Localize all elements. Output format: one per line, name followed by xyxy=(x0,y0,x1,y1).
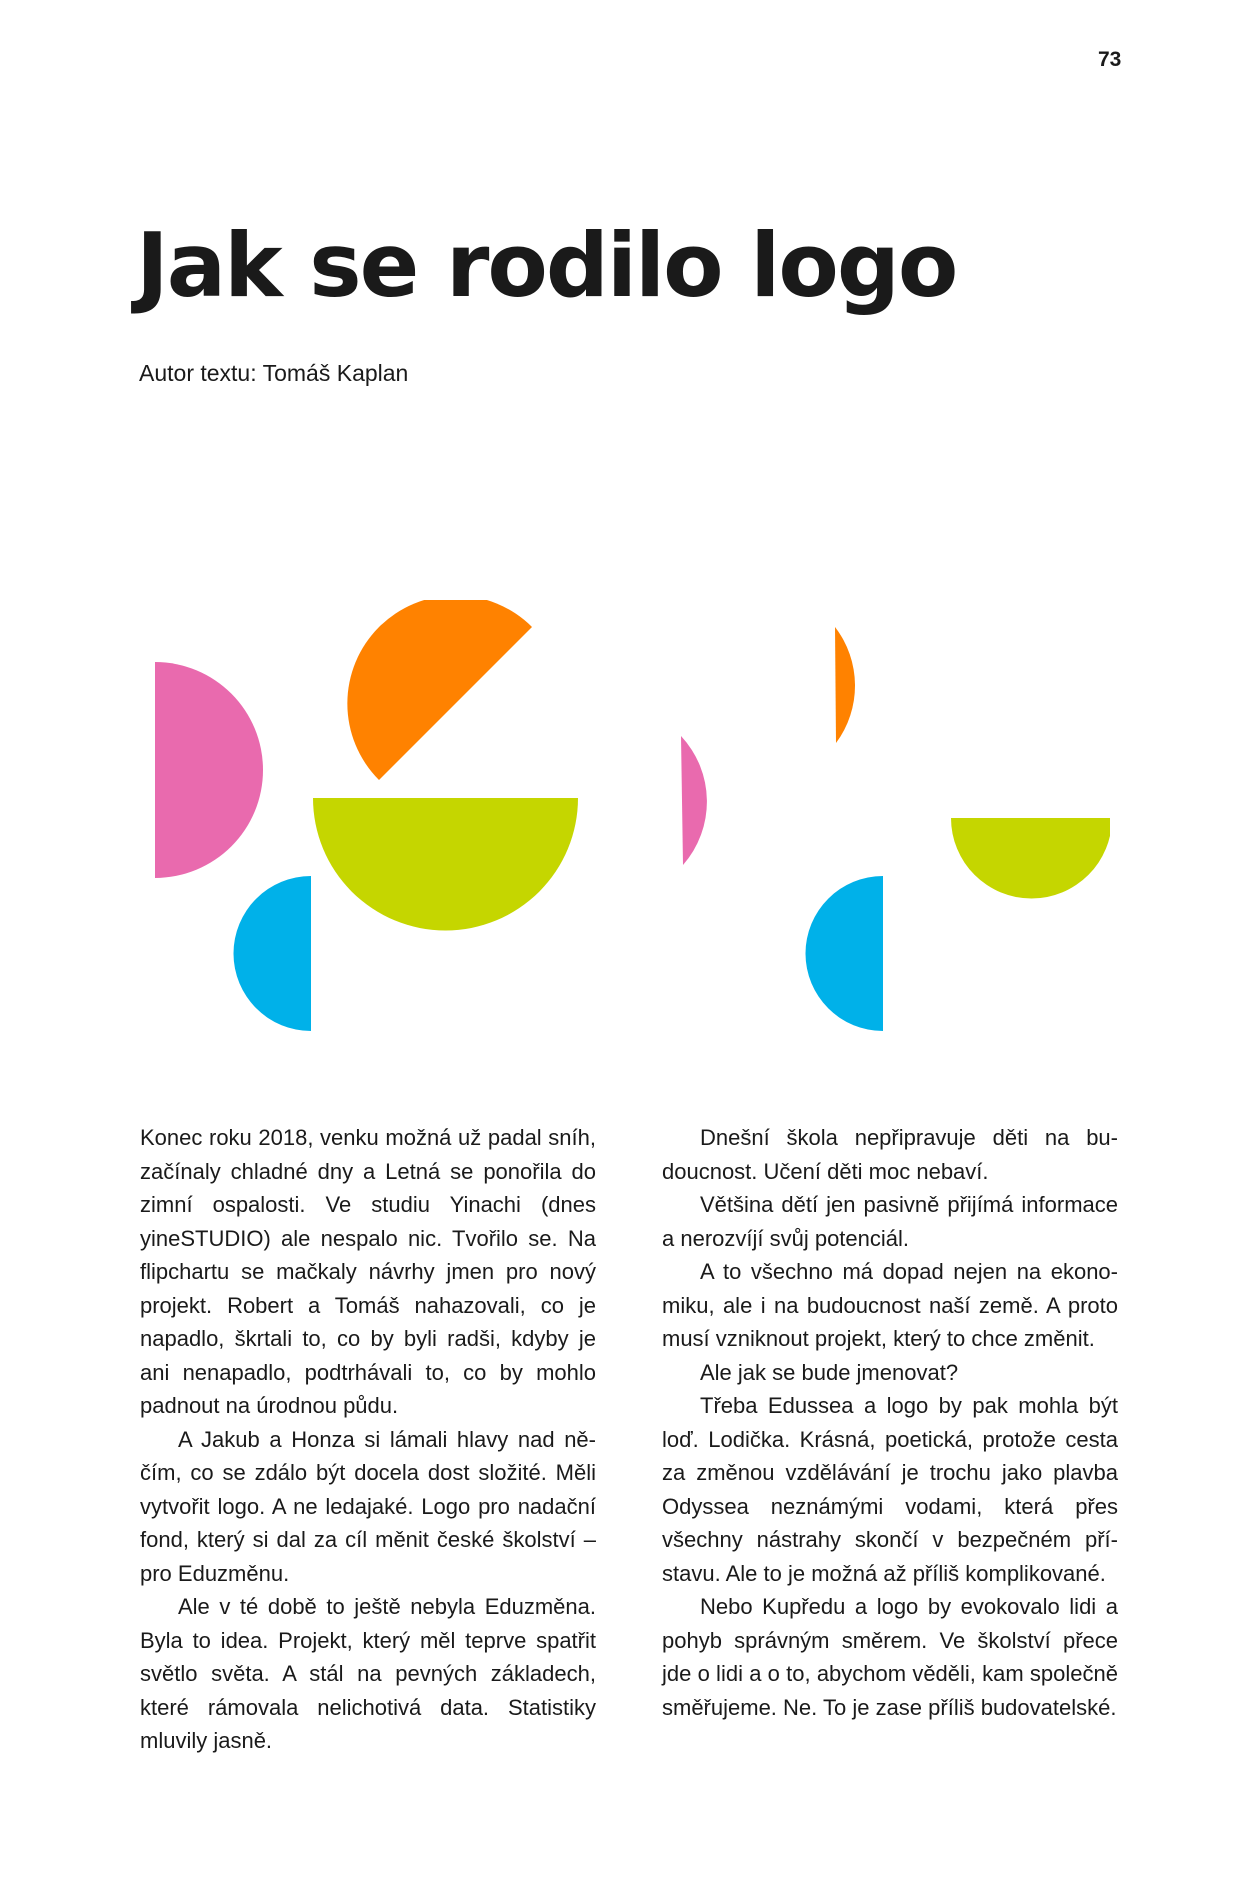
blue-half-circle-icon xyxy=(805,876,883,1031)
paragraph: Ale v té době to ještě nebyla Eduzměna. Byla to idea. Projekt, který měl teprve spatřit světlo světa. A stál na pevných základech, které rámovala nelichotivá data. Statistiky mluvily jasně. xyxy=(140,1594,596,1753)
blue-half-circle-icon xyxy=(234,876,312,1031)
paragraph: A Jakub a Honza si lámali hlavy nad něčím, co se zdálo být docela dost složité. Měli vytvořit logo. A ne ledajaké. Logo pro nadační fond, který si dal za cíl měnit české školství – pro Eduzměnu. xyxy=(140,1426,596,1586)
paragraph: Většina dětí jen pasivně přijímá informace a nerozvíjí svůj potenciál. xyxy=(662,1192,1118,1251)
logo-illustration xyxy=(150,600,1110,1040)
orange-half-circle-icon xyxy=(347,600,532,780)
pink-half-circle-icon xyxy=(681,736,707,865)
paragraph: Ale jak se bude jmenovat? xyxy=(700,1359,959,1385)
lime-half-circle-icon xyxy=(951,818,1110,899)
lime-half-circle-icon xyxy=(313,798,578,931)
article-title: Jak se rodilo logo xyxy=(136,214,957,317)
paragraph: Nebo Kupředu a logo by evokovalo lidi a pohyb správným směrem. Ve školství přece jde o lidi a o to, abychom věděli, kam společně směřujeme. Ne. To je zase příliš budovatelské. xyxy=(662,1594,1118,1720)
paragraph: Konec roku 2018, venku možná už padal sníh, začínaly chladné dny a Letná se ponořila do zimní ospalosti. Ve studiu Yinachi (dnes yineSTUDIO) ale nespalo nic. Tvořilo se. Na flipchartu se mačkaly návrhy jmen pro nový projekt. Robert a Tomáš nahazovali, co je napadlo, škrtali to, co by byli radši, kdyby je ani nenapadlo, podtrhávali to, co by mohlo padnout na úrodnou půdu. xyxy=(140,1125,596,1418)
text-column-left xyxy=(140,1121,596,1758)
paragraph: Dnešní škola nepřipravuje děti na budoucnost. Učení děti moc nebaví. xyxy=(662,1125,1118,1184)
orange-half-circle-icon xyxy=(835,627,855,743)
author-credit: Autor textu: Tomáš Kaplan xyxy=(139,360,409,386)
paragraph: Třeba Edussea a logo by pak mohla být loď. Lodička. Krásná, poetická, protože cesta za změnou vzdělávání je trochu jako plavba Odyssea neznámými vodami, která přes všechny nástrahy skončí v bezpečném přístavu. Ale to je možná až příliš komplikované. xyxy=(662,1393,1118,1586)
text-column-right xyxy=(662,1121,1118,1724)
paragraph: A to všechno má dopad nejen na ekonomiku, ale i na budoucnost naší země. A proto musí vzniknout projekt, který to chce změnit. xyxy=(662,1259,1118,1351)
page-number: 73 xyxy=(1098,48,1122,71)
pink-half-circle-icon xyxy=(155,662,263,878)
